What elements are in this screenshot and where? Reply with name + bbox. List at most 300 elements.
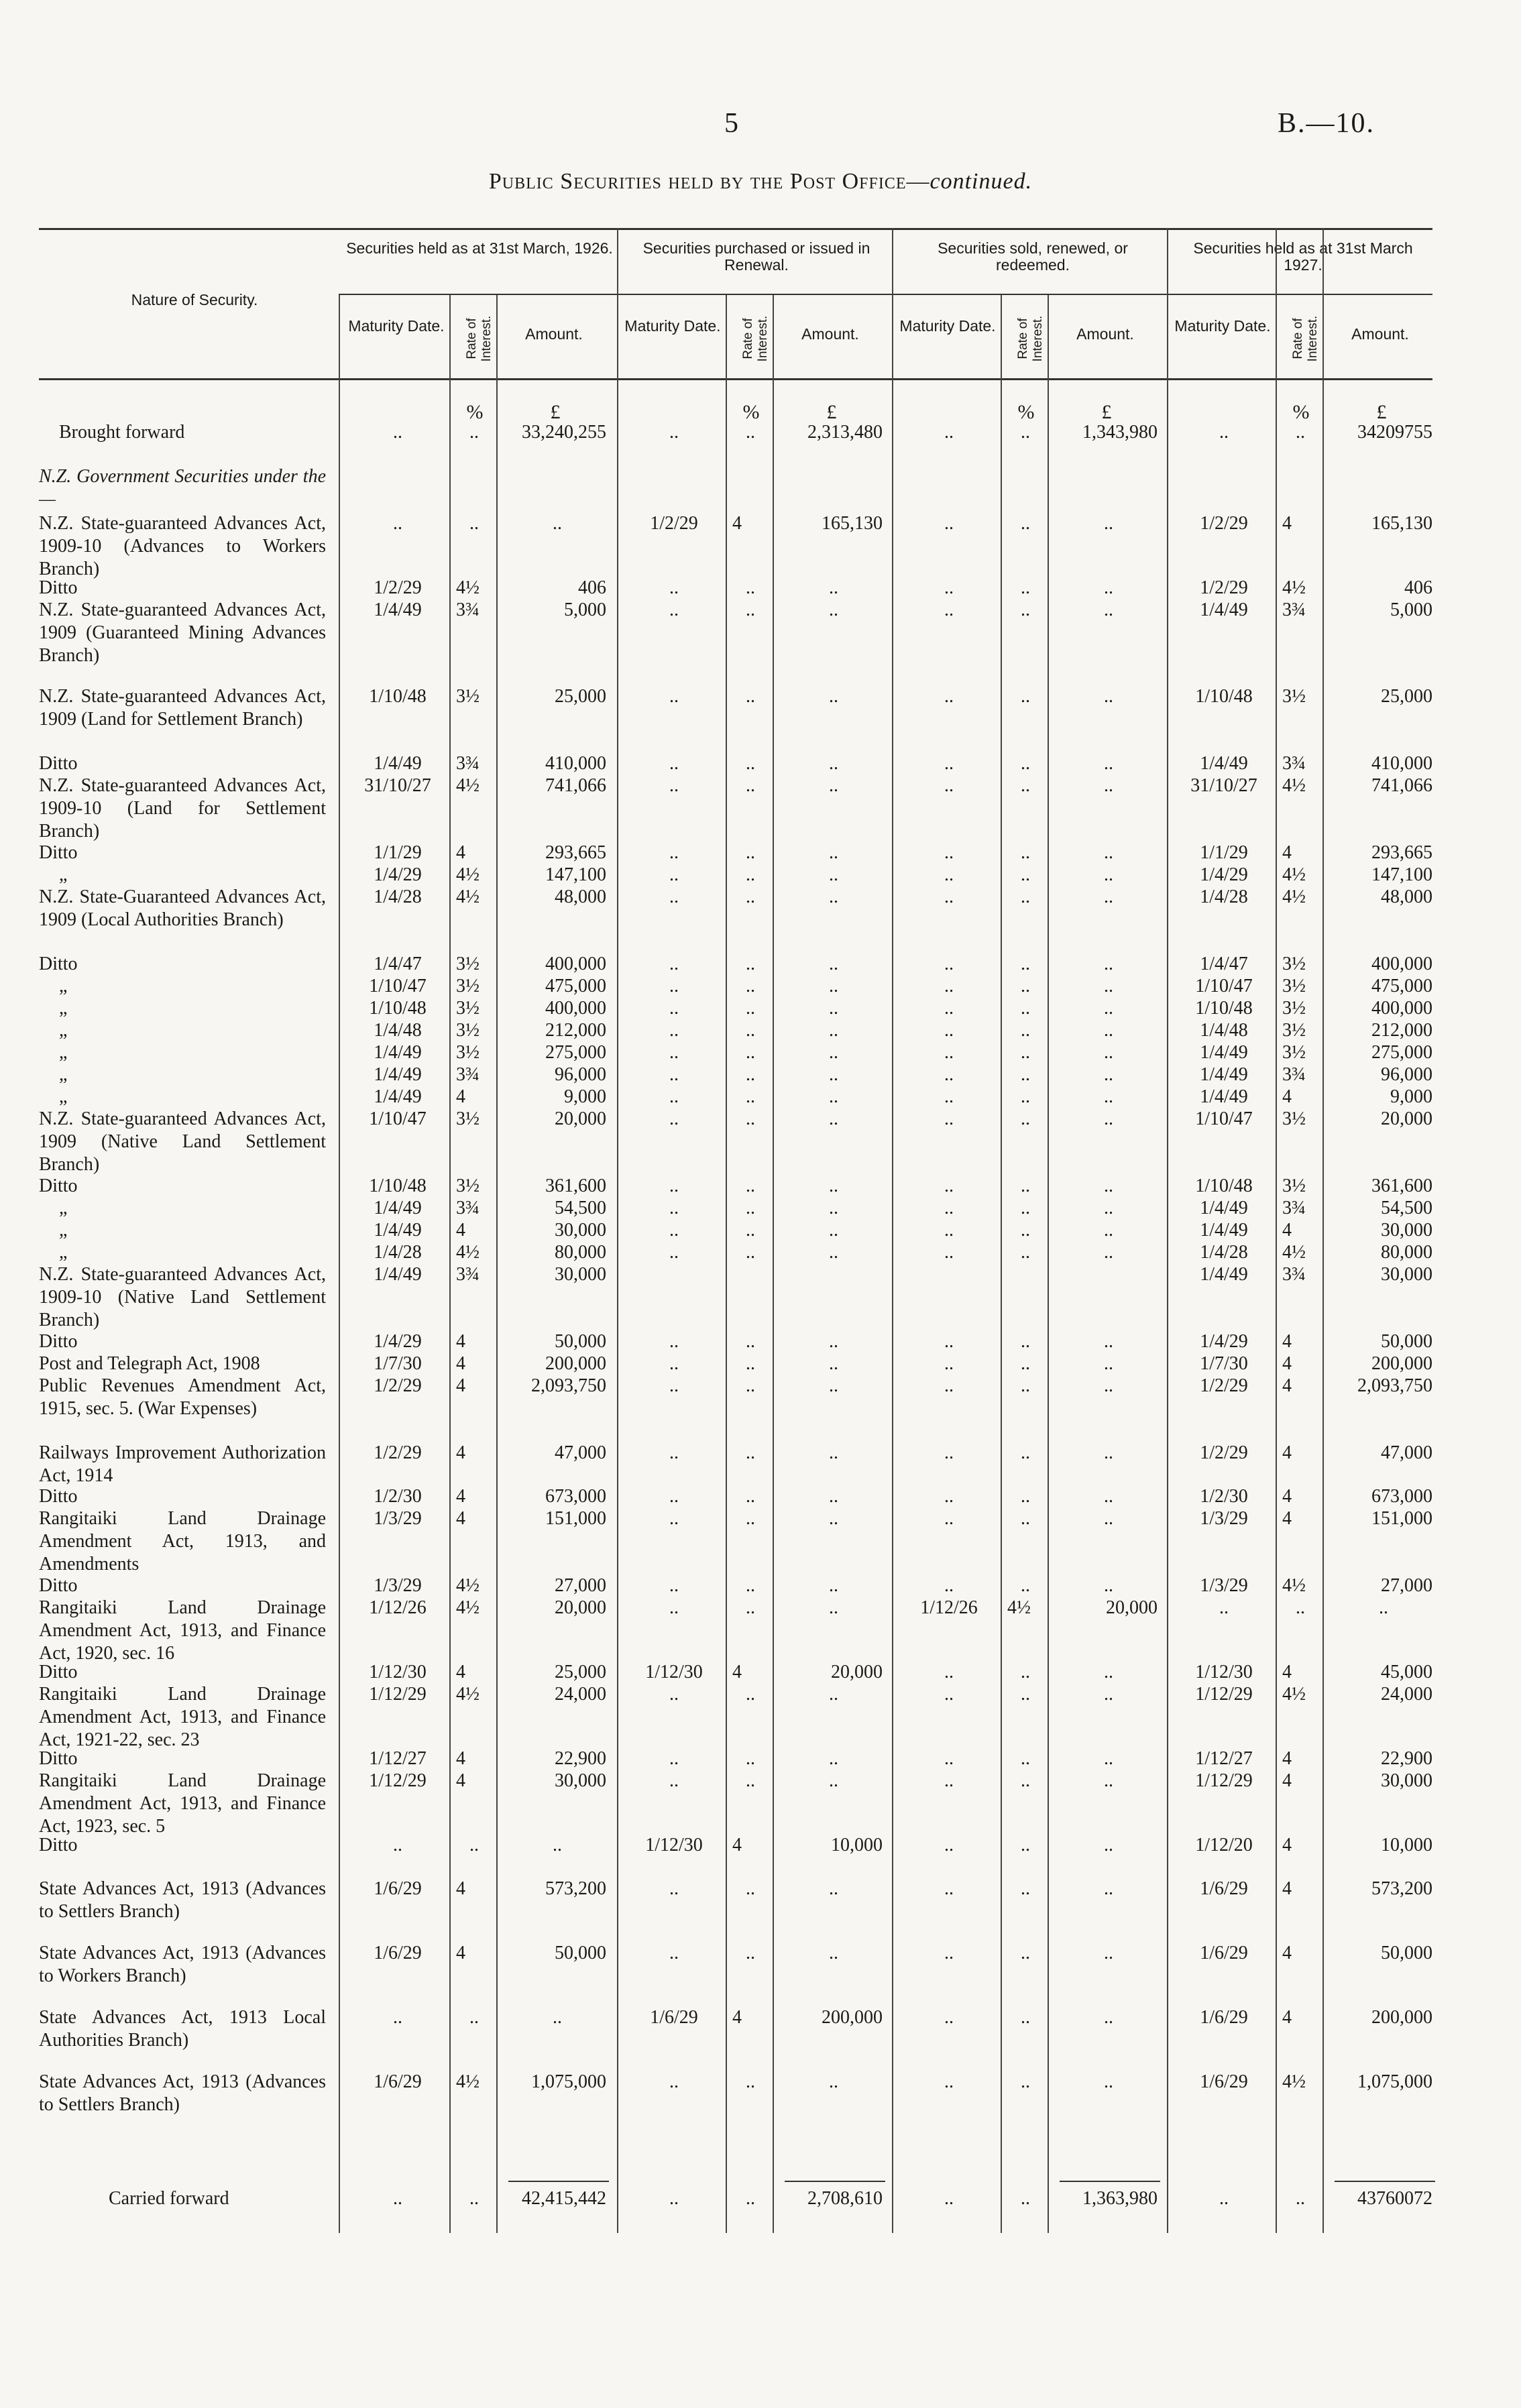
- rate-value: ..: [1021, 2071, 1030, 2092]
- maturity-date-value: ..: [944, 1176, 954, 1196]
- rate-value: 4: [456, 842, 465, 863]
- amount-value: ..: [829, 1064, 838, 1085]
- security-description: Ditto: [39, 1662, 78, 1682]
- maturity-date-value: ..: [944, 686, 954, 707]
- rate-value: 3¾: [1282, 753, 1306, 774]
- amount-value: 200,000: [822, 2007, 883, 2028]
- rate-value: ..: [1021, 2188, 1030, 2209]
- amount-value: 1,363,980: [1082, 2188, 1158, 2209]
- maturity-date-value: 1/10/47: [1195, 976, 1253, 996]
- header-amount: Amount.: [1351, 325, 1409, 343]
- amount-value: ..: [829, 998, 838, 1019]
- maturity-date-value: 1/4/28: [374, 886, 422, 907]
- maturity-date-value: 1/12/30: [369, 1662, 427, 1682]
- header-amount: Amount.: [801, 325, 859, 343]
- security-description: State Advances Act, 1913 (Advances to Settlers Branch): [39, 2071, 326, 2115]
- rate-value: 4½: [456, 886, 480, 907]
- amount-value: 50,000: [555, 1331, 606, 1352]
- column-rule: [1276, 228, 1277, 2233]
- amount-value: 22,900: [555, 1748, 606, 1769]
- security-description: N.Z. State-guaranteed Advances Act, 1909 (Guaranteed Mining Advances Branch): [39, 599, 326, 666]
- maturity-date-value: ..: [944, 753, 954, 774]
- rate-value: ..: [746, 753, 755, 774]
- maturity-date-value: ..: [669, 1684, 679, 1705]
- rate-value: ..: [1021, 1508, 1030, 1529]
- amount-value: ..: [829, 842, 838, 863]
- title-main: Public Securities held by the Post Office—: [488, 169, 930, 194]
- rate-value: 3¾: [456, 1264, 480, 1285]
- header-nature: Nature of Security.: [131, 291, 258, 308]
- security-description: N.Z. State-guaranteed Advances Act, 1909 (Native Land Settlement Branch): [39, 1108, 326, 1175]
- rate-value: 4½: [456, 775, 480, 796]
- amount-value: ..: [829, 1878, 838, 1899]
- amount-value: 275,000: [545, 1042, 606, 1063]
- maturity-date-value: 1/1/29: [374, 842, 422, 863]
- rate-value: ..: [1021, 1042, 1030, 1063]
- maturity-date-value: ..: [944, 1331, 954, 1352]
- amount-value: 80,000: [1381, 1242, 1432, 1263]
- amount-value: ..: [829, 1508, 838, 1529]
- rate-value: ..: [1021, 513, 1030, 534]
- rate-value: 4: [1282, 1375, 1292, 1396]
- amount-value: 80,000: [555, 1242, 606, 1263]
- security-description: State Advances Act, 1913 (Advances to Settlers Branch): [39, 1878, 326, 1922]
- rate-value: ..: [1021, 686, 1030, 707]
- rate-value: ..: [746, 1878, 755, 1899]
- percent-unit: %: [1017, 401, 1035, 423]
- amount-value: ..: [829, 864, 838, 885]
- maturity-date-value: 1/3/29: [1200, 1575, 1248, 1596]
- maturity-date-value: 1/3/29: [1200, 1508, 1248, 1529]
- maturity-date-value: ..: [669, 1020, 679, 1041]
- rate-value: 3¾: [1282, 599, 1306, 620]
- maturity-date-value: ..: [669, 1943, 679, 1963]
- amount-value: ..: [1104, 1242, 1113, 1263]
- security-description: Rangitaiki Land Drainage Amendment Act, 1913, and Finance Act, 1923, sec. 5: [39, 1770, 326, 1837]
- maturity-date-value: ..: [944, 1198, 954, 1218]
- maturity-date-value: 1/3/29: [374, 1508, 422, 1529]
- security-description: Ditto: [39, 1835, 78, 1855]
- rate-value: ..: [1021, 1108, 1030, 1129]
- amount-value: ..: [1104, 1020, 1113, 1041]
- rate-value: 4: [456, 1086, 465, 1107]
- rate-value: ..: [1021, 1064, 1030, 1085]
- header-amount: Amount.: [525, 325, 583, 343]
- amount-value: 400,000: [1371, 998, 1432, 1019]
- amount-value: 410,000: [1371, 753, 1432, 774]
- rate-value: 3½: [1282, 976, 1306, 996]
- maturity-date-value: ..: [669, 1486, 679, 1507]
- amount-value: 43760072: [1357, 2188, 1432, 2209]
- maturity-date-value: 1/2/29: [1200, 1375, 1248, 1396]
- column-rule: [617, 228, 618, 2233]
- maturity-date-value: ..: [669, 577, 679, 598]
- rate-value: 4½: [456, 1597, 480, 1618]
- security-description: Ditto: [39, 1748, 78, 1769]
- rate-value: 3¾: [1282, 1198, 1306, 1218]
- amount-value: 212,000: [1371, 1020, 1432, 1041]
- maturity-date-value: 1/6/29: [374, 1878, 422, 1899]
- maturity-date-value: 1/12/30: [645, 1835, 703, 1855]
- amount-value: ..: [829, 976, 838, 996]
- security-description: Rangitaiki Land Drainage Amendment Act, 1913, and Finance Act, 1920, sec. 16: [39, 1597, 326, 1664]
- header-group-1927: Securities held as at 31st March 1927.: [1193, 239, 1413, 274]
- rate-value: 4: [1282, 1442, 1292, 1463]
- security-description: „: [59, 976, 68, 996]
- maturity-date-value: ..: [669, 1770, 679, 1791]
- maturity-date-value: ..: [669, 1878, 679, 1899]
- maturity-date-value: 1/4/49: [374, 1086, 422, 1107]
- maturity-date-value: ..: [944, 886, 954, 907]
- amount-value: 1,343,980: [1082, 422, 1158, 443]
- page-number: 5: [724, 108, 738, 139]
- rate-value: ..: [746, 1375, 755, 1396]
- percent-unit: %: [466, 401, 484, 423]
- maturity-date-value: 1/12/30: [1195, 1662, 1253, 1682]
- amount-value: 5,000: [564, 599, 606, 620]
- rate-value: ..: [1021, 1331, 1030, 1352]
- maturity-date-value: 1/4/49: [374, 1042, 422, 1063]
- rate-value: ..: [469, 2188, 479, 2209]
- amount-value: ..: [1104, 2071, 1113, 2092]
- amount-value: ..: [1104, 954, 1113, 974]
- amount-value: 293,665: [545, 842, 606, 863]
- maturity-date-value: 1/12/29: [369, 1770, 427, 1791]
- rate-value: ..: [1021, 753, 1030, 774]
- security-description: „: [59, 1020, 68, 1041]
- rate-value: ..: [1021, 577, 1030, 598]
- maturity-date-value: ..: [393, 422, 402, 443]
- maturity-date-value: 1/12/27: [1195, 1748, 1253, 1769]
- amount-value: ..: [1104, 1220, 1113, 1241]
- maturity-date-value: ..: [669, 2071, 679, 2092]
- maturity-date-value: 1/12/29: [1195, 1684, 1253, 1705]
- maturity-date-value: ..: [1219, 1597, 1229, 1618]
- rate-value: 4: [1282, 1508, 1292, 1529]
- maturity-date-value: 1/4/49: [1200, 753, 1248, 774]
- amount-value: ..: [829, 577, 838, 598]
- maturity-date-value: 1/6/29: [1200, 1943, 1248, 1963]
- maturity-date-value: 1/4/49: [374, 1198, 422, 1218]
- amount-value: 34209755: [1357, 422, 1432, 443]
- pound-unit: £: [826, 401, 837, 423]
- rate-value: ..: [746, 864, 755, 885]
- maturity-date-value: ..: [944, 1064, 954, 1085]
- rate-value: 4½: [456, 1575, 480, 1596]
- rate-value: 4: [1282, 842, 1292, 863]
- maturity-date-value: 1/7/30: [1200, 1353, 1248, 1374]
- rate-value: 4½: [1282, 1242, 1306, 1263]
- amount-value: ..: [1104, 1770, 1113, 1791]
- rate-value: 4½: [1007, 1597, 1031, 1618]
- maturity-date-value: ..: [944, 599, 954, 620]
- maturity-date-value: ..: [944, 2188, 954, 2209]
- rate-value: 4: [1282, 2007, 1292, 2028]
- amount-value: ..: [829, 686, 838, 707]
- rate-value: 4: [456, 1770, 465, 1791]
- amount-value: ..: [1104, 1486, 1113, 1507]
- maturity-date-value: ..: [944, 1748, 954, 1769]
- maturity-date-value: 1/6/29: [374, 2071, 422, 2092]
- maturity-date-value: ..: [944, 1220, 954, 1241]
- rate-value: 4: [732, 513, 742, 534]
- pound-unit: £: [1101, 401, 1112, 423]
- amount-value: ..: [1104, 1176, 1113, 1196]
- maturity-date-value: ..: [944, 976, 954, 996]
- rate-value: 4: [1282, 1770, 1292, 1791]
- rate-value: 3¾: [1282, 1064, 1306, 1085]
- rate-value: 3½: [1282, 1108, 1306, 1129]
- rate-value: 4½: [456, 864, 480, 885]
- amount-value: ..: [829, 1086, 838, 1107]
- rate-value: 3¾: [456, 1198, 480, 1218]
- amount-value: 200,000: [1371, 1353, 1432, 1374]
- rate-value: 4½: [456, 1684, 480, 1705]
- security-description: „: [59, 1198, 68, 1218]
- amount-value: 741,066: [545, 775, 606, 796]
- rate-value: 4: [1282, 1748, 1292, 1769]
- amount-value: 410,000: [545, 753, 606, 774]
- amount-value: 25,000: [555, 1662, 606, 1682]
- maturity-date-value: 1/4/49: [374, 1220, 422, 1241]
- rate-value: ..: [1021, 599, 1030, 620]
- percent-unit: %: [742, 401, 760, 423]
- maturity-date-value: ..: [944, 998, 954, 1019]
- rate-value: 4: [1282, 513, 1292, 534]
- amount-value: 30,000: [555, 1770, 606, 1791]
- security-description: Ditto: [39, 1331, 78, 1352]
- maturity-date-value: ..: [669, 1220, 679, 1241]
- amount-value: ..: [1104, 1878, 1113, 1899]
- security-description: N.Z. State-Guaranteed Advances Act, 1909 (Local Authorities Branch): [39, 886, 326, 930]
- amount-value: ..: [1104, 1086, 1113, 1107]
- amount-value: ..: [1104, 775, 1113, 796]
- rate-value: 3½: [1282, 998, 1306, 1019]
- rate-value: ..: [1021, 775, 1030, 796]
- rate-value: ..: [1021, 886, 1030, 907]
- rate-value: 3½: [456, 1176, 480, 1196]
- amount-value: 27,000: [555, 1575, 606, 1596]
- rate-value: ..: [1021, 1662, 1030, 1682]
- security-description: „: [59, 864, 68, 885]
- rate-value: 3¾: [456, 753, 480, 774]
- percent-unit: %: [1292, 401, 1310, 423]
- maturity-date-value: ..: [944, 2007, 954, 2028]
- rate-value: ..: [746, 976, 755, 996]
- rate-value: ..: [469, 422, 479, 443]
- brought-forward-label: Brought forward: [59, 422, 185, 443]
- rate-value: ..: [1021, 1878, 1030, 1899]
- maturity-date-value: 1/4/47: [1200, 954, 1248, 974]
- amount-value: 2,708,610: [807, 2188, 883, 2209]
- amount-value: 2,093,750: [1357, 1375, 1432, 1396]
- rate-value: ..: [1021, 1442, 1030, 1463]
- amount-value: 5,000: [1390, 599, 1432, 620]
- rate-value: 4: [456, 1748, 465, 1769]
- header-bottom-rule: [39, 378, 1432, 380]
- amount-value: ..: [829, 1748, 838, 1769]
- rate-value: 4: [1282, 1662, 1292, 1682]
- amount-value: ..: [1104, 753, 1113, 774]
- maturity-date-value: ..: [669, 1198, 679, 1218]
- rate-value: 4: [1282, 1486, 1292, 1507]
- maturity-date-value: ..: [944, 842, 954, 863]
- maturity-date-value: 1/4/49: [374, 599, 422, 620]
- rate-value: ..: [746, 1770, 755, 1791]
- rate-value: ..: [746, 1331, 755, 1352]
- maturity-date-value: ..: [669, 842, 679, 863]
- maturity-date-value: ..: [944, 513, 954, 534]
- amount-value: ..: [1104, 864, 1113, 885]
- rate-value: 4: [456, 1508, 465, 1529]
- rate-value: ..: [1296, 2188, 1305, 2209]
- amount-value: 96,000: [555, 1064, 606, 1085]
- amount-value: 10,000: [831, 1835, 883, 1855]
- rate-value: 3½: [1282, 1020, 1306, 1041]
- amount-value: ..: [1104, 1353, 1113, 1374]
- maturity-date-value: ..: [669, 1353, 679, 1374]
- rate-value: 3½: [456, 1042, 480, 1063]
- amount-value: ..: [553, 1835, 562, 1855]
- rate-value: 3½: [456, 686, 480, 707]
- maturity-date-value: 1/2/29: [374, 577, 422, 598]
- header-maturity-date: Maturity Date.: [899, 317, 996, 335]
- maturity-date-value: ..: [1219, 422, 1229, 443]
- maturity-date-value: ..: [944, 1242, 954, 1263]
- amount-value: 20,000: [555, 1597, 606, 1618]
- header-amount: Amount.: [1076, 325, 1134, 343]
- maturity-date-value: 1/6/29: [1200, 1878, 1248, 1899]
- security-description: „: [59, 1064, 68, 1085]
- rate-value: ..: [746, 1242, 755, 1263]
- rate-value: 4: [1282, 1835, 1292, 1855]
- amount-value: ..: [1104, 886, 1113, 907]
- rate-value: 4: [1282, 1878, 1292, 1899]
- maturity-date-value: 1/2/29: [1200, 513, 1248, 534]
- rate-value: ..: [746, 1575, 755, 1596]
- amount-value: 30,000: [1381, 1264, 1432, 1285]
- maturity-date-value: ..: [393, 1835, 402, 1855]
- maturity-date-value: ..: [669, 1242, 679, 1263]
- header-rate-of-interest: Rate of Interest.: [465, 315, 494, 362]
- rate-value: 4½: [1282, 1684, 1306, 1705]
- maturity-date-value: 1/4/49: [374, 1264, 422, 1285]
- maturity-date-value: 31/10/27: [364, 775, 431, 796]
- header-group-renewal: Securities purchased or issued in Renewal.: [642, 239, 870, 274]
- amount-value: 293,665: [1371, 842, 1432, 863]
- column-rule: [773, 295, 774, 2233]
- rate-value: ..: [1021, 1684, 1030, 1705]
- rate-value: ..: [746, 775, 755, 796]
- maturity-date-value: 1/4/47: [374, 954, 422, 974]
- maturity-date-value: 1/4/49: [1200, 1086, 1248, 1107]
- maturity-date-value: 1/6/29: [374, 1943, 422, 1963]
- maturity-date-value: ..: [944, 1442, 954, 1463]
- header-group-sold: Securities sold, renewed, or redeemed.: [938, 239, 1128, 274]
- rate-value: ..: [746, 998, 755, 1019]
- maturity-date-value: ..: [393, 2007, 402, 2028]
- maturity-date-value: ..: [669, 1597, 679, 1618]
- amount-value: 20,000: [831, 1662, 883, 1682]
- maturity-date-value: 1/2/29: [1200, 1442, 1248, 1463]
- column-rule: [1048, 295, 1049, 2233]
- security-description: N.Z. State-guaranteed Advances Act, 1909-10 (Native Land Settlement Branch): [39, 1264, 326, 1330]
- amount-value: 54,500: [1381, 1198, 1432, 1218]
- maturity-date-value: 1/4/48: [374, 1020, 422, 1041]
- rate-value: ..: [1021, 976, 1030, 996]
- rate-value: ..: [1021, 1220, 1030, 1241]
- security-description: Rangitaiki Land Drainage Amendment Act, 1913, and Finance Act, 1921-22, sec. 23: [39, 1684, 326, 1750]
- amount-value: 42,415,442: [522, 2188, 606, 2209]
- rate-value: ..: [1021, 1835, 1030, 1855]
- maturity-date-value: 1/4/48: [1200, 1020, 1248, 1041]
- maturity-date-value: ..: [669, 422, 679, 443]
- amount-value: ..: [1104, 1198, 1113, 1218]
- rate-value: 4½: [1282, 886, 1306, 907]
- maturity-date-value: 1/10/47: [369, 976, 427, 996]
- rate-value: ..: [746, 2188, 755, 2209]
- carried-forward-rule: [1060, 2181, 1160, 2182]
- maturity-date-value: 1/4/29: [374, 864, 422, 885]
- rate-value: 4: [732, 1662, 742, 1682]
- rate-value: ..: [1021, 1943, 1030, 1963]
- maturity-date-value: ..: [944, 1086, 954, 1107]
- maturity-date-value: ..: [669, 1375, 679, 1396]
- rate-value: 4: [456, 1662, 465, 1682]
- maturity-date-value: 1/12/20: [1195, 1835, 1253, 1855]
- security-description: State Advances Act, 1913 Local Authorities Branch): [39, 2007, 326, 2051]
- header-rate-of-interest: Rate of Interest.: [1291, 315, 1320, 362]
- maturity-date-value: 1/10/48: [1195, 998, 1253, 1019]
- maturity-date-value: ..: [669, 599, 679, 620]
- rate-value: 4: [456, 1220, 465, 1241]
- security-description: Ditto: [39, 1486, 78, 1507]
- header-maturity-date: Maturity Date.: [348, 317, 445, 335]
- amount-value: 400,000: [1371, 954, 1432, 974]
- rate-value: ..: [1021, 1020, 1030, 1041]
- table-top-rule: [39, 228, 1432, 230]
- security-description: Ditto: [39, 1176, 78, 1196]
- maturity-date-value: 1/6/29: [1200, 2007, 1248, 2028]
- amount-value: ..: [1379, 1597, 1388, 1618]
- amount-value: 30,000: [555, 1264, 606, 1285]
- rate-value: ..: [746, 1597, 755, 1618]
- amount-value: 25,000: [555, 686, 606, 707]
- maturity-date-value: 1/4/28: [1200, 1242, 1248, 1263]
- maturity-date-value: ..: [669, 1108, 679, 1129]
- rate-value: 4: [732, 2007, 742, 2028]
- maturity-date-value: ..: [669, 1042, 679, 1063]
- rate-value: 3½: [456, 954, 480, 974]
- maturity-date-value: ..: [669, 1442, 679, 1463]
- maturity-date-value: ..: [944, 1020, 954, 1041]
- amount-value: ..: [829, 886, 838, 907]
- maturity-date-value: ..: [944, 1508, 954, 1529]
- rate-value: 4: [1282, 1086, 1292, 1107]
- amount-value: ..: [1104, 2007, 1113, 2028]
- amount-value: 165,130: [822, 513, 883, 534]
- security-description: Ditto: [39, 753, 78, 774]
- column-rule: [726, 295, 727, 2233]
- maturity-date-value: 1/2/29: [650, 513, 698, 534]
- column-rule: [1001, 295, 1002, 2233]
- amount-value: ..: [829, 775, 838, 796]
- amount-value: ..: [829, 1220, 838, 1241]
- amount-value: 475,000: [1371, 976, 1432, 996]
- amount-value: 475,000: [545, 976, 606, 996]
- security-description: Ditto: [39, 954, 78, 974]
- rate-value: 3½: [456, 998, 480, 1019]
